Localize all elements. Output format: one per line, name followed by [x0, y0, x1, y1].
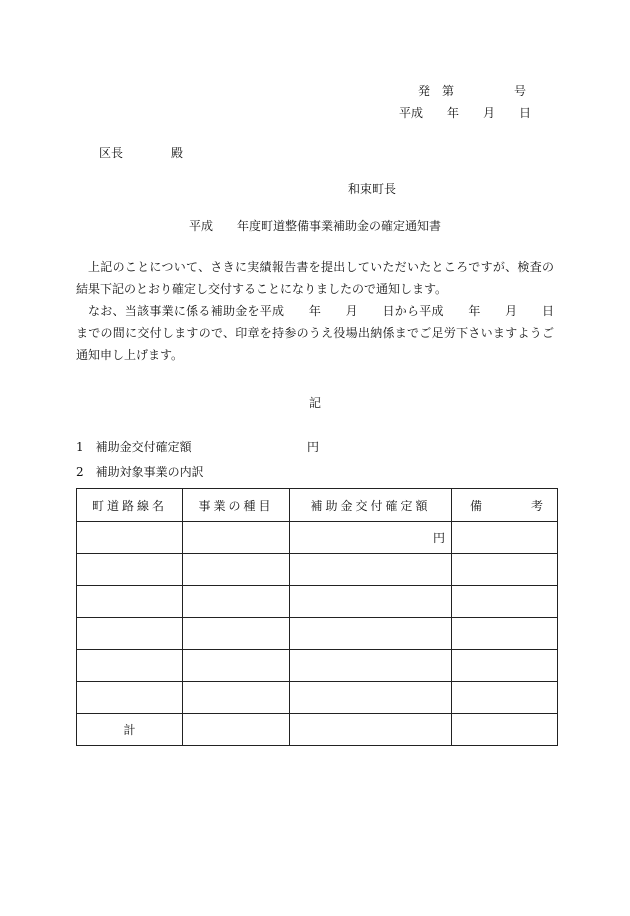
table-cell [290, 554, 452, 586]
table-row [77, 650, 558, 682]
item2-label: 2 補助対象事業の内訳 [76, 465, 204, 479]
ki-heading: 記 [309, 396, 322, 410]
item1-unit: 円 [307, 440, 320, 454]
table-cell [183, 714, 290, 746]
sender: 和束町長 [348, 182, 397, 196]
table-cell [77, 650, 183, 682]
table-cell [77, 618, 183, 650]
table-cell [183, 554, 290, 586]
body-paragraph-2: なお、当該事業に係る補助金を平成 年 月 日から平成 年 月 日までの間に交付しますので、印章を持参のうえ役場出納係までご足労下さいますようご通知申し上げます。 [76, 304, 554, 362]
table-cell [77, 586, 183, 618]
table-cell [77, 554, 183, 586]
yen-mark: 円 [290, 522, 452, 554]
table-cell [183, 586, 290, 618]
table-cell [183, 650, 290, 682]
header-project-type: 事業の種目 [183, 489, 290, 522]
table-cell [77, 522, 183, 554]
table-cell [290, 714, 452, 746]
body-paragraph-1: 上記のことについて、さきに実績報告書を提出していただいたところですが、検査の結果下記のとおり確定し交付することになりましたので通知します。 [76, 260, 554, 296]
table-row [77, 682, 558, 714]
table-cell [77, 682, 183, 714]
table-cell [452, 618, 558, 650]
header-route-name: 町道路線名 [77, 489, 183, 522]
table-cell [452, 586, 558, 618]
table-cell [290, 586, 452, 618]
table-cell [290, 618, 452, 650]
table-cell [452, 522, 558, 554]
header-remarks-char-2: 考 [530, 498, 543, 513]
table-cell [183, 618, 290, 650]
table-cell [452, 650, 558, 682]
item1-label: 1 補助金交付確定額 [76, 440, 192, 454]
header-remarks [452, 489, 558, 522]
table-cell [183, 522, 290, 554]
table-cell [452, 682, 558, 714]
document-title: 平成 年度町道整備事業補助金の確定通知書 [189, 219, 442, 233]
table-cell [183, 682, 290, 714]
issue-number: 発 第 号 [418, 84, 527, 98]
table-cell [452, 714, 558, 746]
table-header-row [77, 489, 558, 522]
table-row [77, 586, 558, 618]
table-row [77, 554, 558, 586]
total-label: 計 [77, 714, 183, 746]
table-cell [290, 650, 452, 682]
header-confirmed-amount: 補助金交付確定額 [290, 489, 452, 522]
table-cell [452, 554, 558, 586]
table-cell [290, 682, 452, 714]
header-remarks-char-1: 備 [470, 498, 483, 513]
issue-date: 平成 年 月 日 [399, 106, 532, 120]
table-row [77, 522, 558, 554]
breakdown-table [76, 488, 558, 746]
total-row [77, 714, 558, 746]
table-row [77, 618, 558, 650]
addressee: 区長 殿 [99, 146, 184, 160]
